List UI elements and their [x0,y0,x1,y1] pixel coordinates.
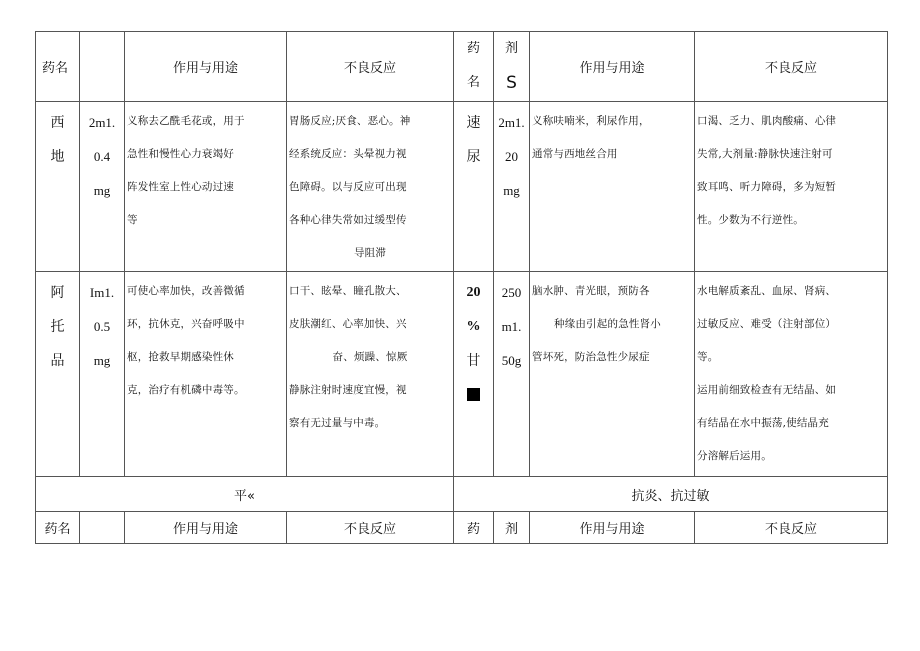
footer-adverse: 不良反应 [287,512,454,544]
header-usage: 作用与用途 [125,32,287,102]
usage-cell [530,102,695,272]
header-row [36,32,888,102]
section-right: 抗炎、抗过敏 [454,477,888,512]
usage-line: 种缘由引起的急性肾小 [554,318,661,330]
dose-line: m1. [501,319,522,334]
drug-name-char: 地 [50,149,65,165]
drug-name-char: 品 [50,353,65,369]
usage-line: 义称去乙酰毛花或，用于 [127,115,245,127]
dose-cell [494,272,530,477]
adverse-line: 经系统反应：头晕视力视 [289,148,407,160]
dose-line: 2m1. [498,115,525,130]
usage-cell [125,272,287,477]
adverse-line: 水电解质紊乱、血尿、肾病、 [697,285,837,297]
header-usage-right: 作用与用途 [530,32,695,102]
dose-cell [80,272,125,477]
dose-cell [494,102,530,272]
table-row [36,272,888,477]
adverse-line: 各种心律失常如过缓型传 [289,214,407,226]
usage-line: 急性和慢性心力衰竭好 [127,148,234,160]
drug-name-cell [36,102,80,272]
adverse-line: 察有无过量与中毒。 [289,417,386,429]
adverse-line: 口干、眩晕、瞳孔散大、 [289,285,407,297]
filled-square-icon [454,378,493,412]
usage-line: 克，治疗有机磷中毒等。 [127,384,245,396]
footer-dose: 剂 [494,512,530,544]
adverse-cell [695,272,888,477]
usage-line: 通常与西地丝合用 [532,148,618,160]
drug-name-char: 阿 [50,285,65,301]
header-dose-split-1: 剂 [504,41,518,56]
drug-name-cell [36,272,80,477]
adverse-line: 导阻滞 [353,247,387,259]
header-dose-split-2: S [506,73,517,93]
adverse-line: 奋、烦躁、惊厥 [332,351,408,363]
dose-line: 20 [505,149,518,164]
drug-table [35,31,888,544]
header-drug-split-1: 药 [466,41,480,56]
header-drug-split-2: 名 [466,75,480,90]
usage-line: 管坏死，防治急性少尿症 [532,351,650,363]
dose-line: 2m1. [88,115,116,130]
adverse-cell [287,272,454,477]
section-left: 平« [36,477,454,512]
table-row [36,102,888,272]
usage-line: 可使心率加快，改善微循 [127,285,245,297]
dose-line: 0.5 [93,319,111,334]
header-adverse: 不良反应 [287,32,454,102]
dose-line: mg [503,183,520,198]
header-dose-empty [80,32,125,102]
dose-line: mg [93,353,111,368]
drug-name-char: 托 [50,319,65,335]
adverse-line: 过敏反应、难受（注射部位） [697,318,837,330]
drug-name-char: 尿 [466,149,481,165]
section-row [36,477,888,512]
drug-name-char: 20 [466,285,481,300]
header-drug-split [454,32,494,102]
usage-line: 环，抗休克，兴奋呼吸中 [127,318,245,330]
header-adverse-right: 不良反应 [695,32,888,102]
drug-name-cell [454,102,494,272]
footer-drug: 药 [454,512,494,544]
footer-usage: 作用与用途 [125,512,287,544]
adverse-line: 色障碍。以与反应可出现 [289,181,407,193]
footer-header-row [36,512,888,544]
header-drug-name: 药名 [36,32,80,102]
drug-name-cell [454,272,494,477]
dose-line: 50g [501,353,522,368]
adverse-line: 皮肤潮红、心率加快、兴 [289,318,407,330]
usage-line: 枢，抢救早期感染性休 [127,351,234,363]
adverse-cell [287,102,454,272]
adverse-line: 静脉注射时速度宜慢，视 [289,384,407,396]
dose-cell [80,102,125,272]
drug-name-char: 西 [50,115,65,131]
dose-line: mg [93,183,111,198]
usage-line: 义称呋喃米，利尿作用， [532,115,650,127]
adverse-line: 致耳鸣、听力障碍，多为短暂 [697,181,837,193]
adverse-line: 口渴、乏力、肌肉酸痛、心律 [697,115,837,127]
adverse-line: 运用前细致检查有无结晶、如 [697,384,837,396]
adverse-line: 分溶解后运用。 [697,450,772,462]
drug-name-char: 速 [466,115,481,131]
usage-line: 脑水肿、青光眼，预防各 [532,285,650,297]
dose-line: 250 [501,285,522,300]
adverse-line: 有结晶在水中振荡,使结晶充 [697,417,829,429]
adverse-line: 失常,大剂量:静脉快速注射可 [697,148,833,160]
drug-name-char: 甘 [466,353,481,369]
footer-usage-right: 作用与用途 [530,512,695,544]
adverse-line: 等。 [697,351,719,363]
adverse-cell [695,102,888,272]
dose-line: Im1. [89,285,115,300]
dose-line: 0.4 [93,149,111,164]
footer-drug-name: 药名 [36,512,80,544]
usage-line: 等 [127,214,138,226]
header-dose-split [494,32,530,102]
footer-dose-empty [80,512,125,544]
adverse-line: 性。少数为不行逆性。 [697,214,804,226]
usage-cell [530,272,695,477]
footer-adverse-right: 不良反应 [695,512,888,544]
drug-name-char: % [466,319,481,334]
usage-cell [125,102,287,272]
usage-line: 阵发性室上性心动过速 [127,181,234,193]
adverse-line: 胃肠反应;厌食、恶心。神 [289,115,411,127]
